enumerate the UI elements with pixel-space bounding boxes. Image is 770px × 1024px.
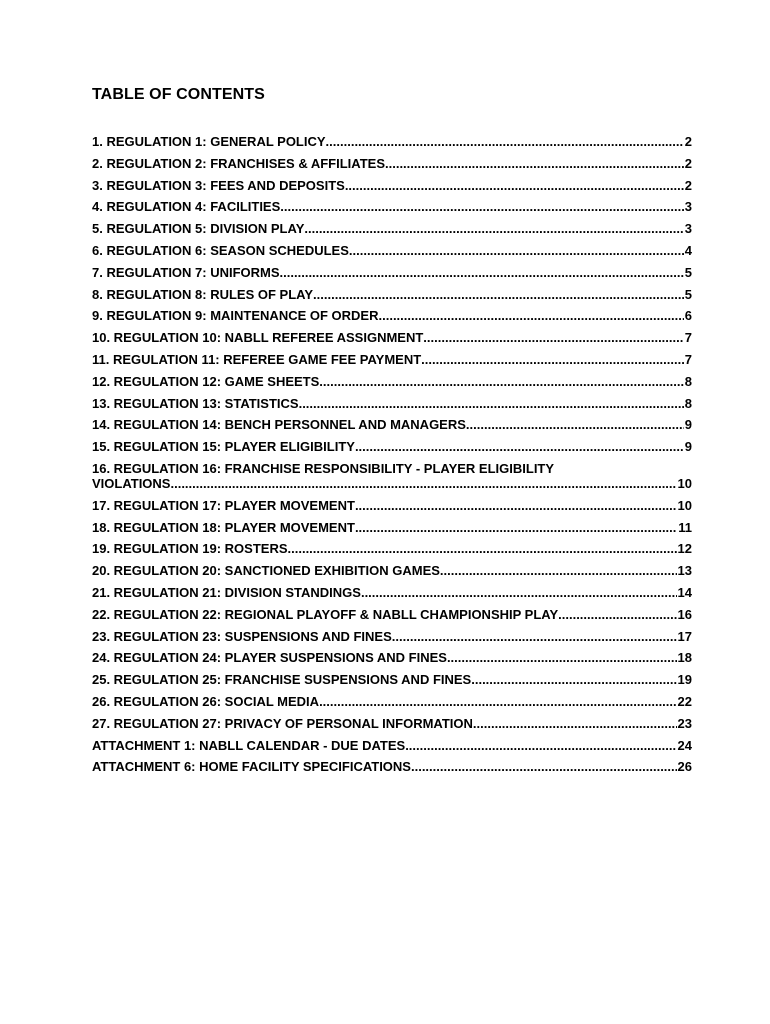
toc-dot-leader: [379, 308, 684, 323]
toc-entry-page-number: 26: [677, 759, 692, 775]
toc-entry-row: [92, 759, 692, 774]
toc-entry[interactable]: [92, 134, 692, 149]
toc-entry-row: [92, 541, 692, 556]
toc-entry[interactable]: [92, 672, 692, 687]
toc-entry-title: 2. REGULATION 2: FRANCHISES & AFFILIATES: [92, 155, 385, 171]
toc-entry[interactable]: [92, 352, 692, 367]
toc-entry-page-number: 11: [678, 519, 692, 535]
toc-dot-leader: [421, 352, 684, 367]
toc-entry[interactable]: [92, 738, 692, 753]
toc-entry-row: [92, 308, 692, 323]
toc-entry-title: 5. REGULATION 5: DIVISION PLAY: [92, 221, 305, 237]
toc-entry-page-number: 18: [677, 650, 692, 666]
toc-entry-row: [92, 498, 692, 513]
toc-entry-page-number: 3: [684, 199, 692, 215]
toc-entry-title: 8. REGULATION 8: RULES OF PLAY: [92, 286, 314, 302]
toc-entry-title: 7. REGULATION 7: UNIFORMS: [92, 264, 280, 280]
toc-entry-row: [92, 199, 692, 214]
toc-entry-title: 3. REGULATION 3: FEES AND DEPOSITS: [92, 177, 345, 193]
toc-entry-page-number: 9: [684, 417, 692, 433]
toc-entry-title: 11. REGULATION 11: REFEREE GAME FEE PAYMENT: [92, 351, 422, 367]
toc-entry-title-line1: 16. REGULATION 16: FRANCHISE RESPONSIBILITY - PLAYER ELIGIBILITY: [92, 460, 555, 476]
toc-entry[interactable]: [92, 156, 692, 171]
toc-dot-leader: [385, 156, 684, 171]
toc-entry[interactable]: [92, 607, 692, 622]
toc-dot-leader: [440, 563, 677, 578]
toc-entry-page-number: 22: [677, 693, 692, 709]
toc-entry-title: 15. REGULATION 15: PLAYER ELIGIBILITY: [92, 439, 355, 455]
toc-entry[interactable]: [92, 563, 692, 578]
toc-dot-leader: [345, 178, 684, 193]
toc-dot-leader: [288, 541, 677, 556]
toc-entry-row: [92, 396, 692, 411]
toc-entry-page-number: 16: [677, 606, 692, 622]
toc-entry-row: [92, 650, 692, 665]
toc-entry-page-number: 10: [677, 497, 692, 513]
toc-dot-leader: [326, 134, 684, 149]
toc-dot-leader: [405, 738, 676, 753]
toc-entry-row: [92, 178, 692, 193]
toc-entry-page-number: 6: [684, 308, 692, 324]
toc-entry-page-number: 7: [684, 330, 692, 346]
toc-list: [92, 134, 692, 774]
toc-entry[interactable]: [92, 374, 692, 389]
toc-entry-title: 26. REGULATION 26: SOCIAL MEDIA: [92, 693, 320, 709]
toc-dot-leader: [423, 330, 683, 345]
toc-entry-title: 14. REGULATION 14: BENCH PERSONNEL AND MANAGERS: [92, 417, 466, 433]
toc-entry-page-number: 2: [684, 155, 692, 171]
toc-entry[interactable]: [92, 759, 692, 774]
toc-entry-title: 6. REGULATION 6: SEASON SCHEDULES: [92, 242, 349, 258]
toc-dot-leader: [473, 716, 677, 731]
toc-dot-leader: [319, 374, 683, 389]
toc-dot-leader: [355, 439, 684, 454]
toc-entry[interactable]: [92, 396, 692, 411]
toc-dot-leader: [349, 243, 684, 258]
toc-entry-row: [92, 563, 692, 578]
toc-dot-leader: [471, 672, 676, 687]
toc-entry[interactable]: [92, 199, 692, 214]
toc-entry-page-number: 8: [684, 373, 692, 389]
toc-entry-page-number: 8: [684, 395, 692, 411]
toc-entry-page-number: 10: [677, 475, 692, 491]
toc-entry[interactable]: [92, 650, 692, 665]
toc-entry-title: 17. REGULATION 17: PLAYER MOVEMENT: [92, 497, 355, 513]
toc-entry-title: 23. REGULATION 23: SUSPENSIONS AND FINES: [92, 628, 392, 644]
toc-entry-row: [92, 330, 692, 345]
toc-dot-leader: [319, 694, 676, 709]
toc-dot-leader: [558, 607, 676, 622]
toc-entry[interactable]: [92, 287, 692, 302]
toc-dot-leader: [170, 476, 676, 491]
toc-entry-page-number: 19: [677, 672, 692, 688]
toc-entry-row: [92, 352, 692, 367]
toc-entry[interactable]: [92, 178, 692, 193]
toc-dot-leader: [299, 396, 684, 411]
toc-entry-title: 25. REGULATION 25: FRANCHISE SUSPENSIONS AND FINES: [92, 672, 472, 688]
toc-entry[interactable]: [92, 585, 692, 600]
toc-entry-row: [92, 672, 692, 687]
toc-entry-page-number: 3: [684, 221, 692, 237]
toc-entry-title: 18. REGULATION 18: PLAYER MOVEMENT: [92, 519, 355, 535]
toc-entry[interactable]: [92, 520, 692, 535]
document-page: [92, 86, 692, 781]
toc-entry-title: 22. REGULATION 22: REGIONAL PLAYOFF & NABLL CHAMPIONSHIP PLAY: [92, 606, 559, 622]
toc-entry-title: 12. REGULATION 12: GAME SHEETS: [92, 373, 320, 389]
toc-entry-title: 9. REGULATION 9: MAINTENANCE OF ORDER: [92, 308, 379, 324]
toc-dot-leader: [361, 585, 677, 600]
toc-entry-title: VIOLATIONS: [92, 475, 171, 491]
toc-entry[interactable]: [92, 541, 692, 556]
toc-entry-title: 20. REGULATION 20: SANCTIONED EXHIBITION GAMES: [92, 563, 440, 579]
toc-entry-page-number: 24: [677, 737, 692, 753]
toc-entry-title: 24. REGULATION 24: PLAYER SUSPENSIONS AND FINES: [92, 650, 447, 666]
toc-entry-row: [92, 716, 692, 731]
toc-title: TABLE OF CONTENTS: [92, 86, 265, 103]
toc-entry-page-number: 2: [684, 177, 692, 193]
toc-entry[interactable]: [92, 265, 692, 280]
toc-dot-leader: [313, 287, 684, 302]
toc-entry-page-number: 2: [684, 134, 692, 149]
toc-entry-page-number: 12: [677, 541, 692, 557]
toc-dot-leader: [447, 650, 677, 665]
toc-entry-row: [92, 287, 692, 302]
toc-entry[interactable]: [92, 243, 692, 258]
toc-entry-row: [92, 243, 692, 258]
toc-entry-title: 1. REGULATION 1: GENERAL POLICY: [92, 134, 326, 149]
toc-entry-title: 13. REGULATION 13: STATISTICS: [92, 395, 299, 411]
toc-entry-page-number: 5: [684, 264, 692, 280]
toc-entry-title: ATTACHMENT 1: NABLL CALENDAR - DUE DATES: [92, 737, 406, 753]
toc-entry[interactable]: [92, 694, 692, 709]
toc-entry-title: 19. REGULATION 19: ROSTERS: [92, 541, 288, 557]
toc-entry-title: ATTACHMENT 6: HOME FACILITY SPECIFICATIONS: [92, 759, 411, 775]
toc-entry-row: [92, 374, 692, 389]
toc-entry-page-number: 13: [677, 563, 692, 579]
toc-entry-row: [92, 694, 692, 709]
toc-entry-row: [92, 417, 692, 432]
toc-dot-leader: [392, 629, 677, 644]
toc-entry-row: [92, 221, 692, 236]
toc-entry-title: 10. REGULATION 10: NABLL REFEREE ASSIGNMENT: [92, 330, 424, 346]
toc-entry-page-number: 9: [684, 439, 692, 455]
toc-entry[interactable]: [92, 417, 692, 432]
toc-entry-page-number: 23: [677, 715, 692, 731]
toc-entry-page-number: 14: [677, 584, 692, 600]
toc-dot-leader: [304, 221, 683, 236]
toc-entry-title: 21. REGULATION 21: DIVISION STANDINGS: [92, 584, 361, 600]
toc-dot-leader: [355, 520, 677, 535]
toc-entry-page-number: 7: [684, 351, 692, 367]
toc-dot-leader: [411, 759, 677, 774]
toc-entry-row: [92, 585, 692, 600]
toc-dot-leader: [280, 199, 683, 214]
toc-entry[interactable]: [92, 716, 692, 731]
toc-entry-row: [92, 607, 692, 622]
toc-dot-leader: [466, 417, 684, 432]
toc-entry-row: [92, 134, 692, 149]
toc-entry[interactable]: [92, 308, 692, 323]
toc-entry-row: [92, 738, 692, 753]
toc-entry-row: [92, 156, 692, 171]
toc-dot-leader: [280, 265, 684, 280]
toc-entry-row: [92, 629, 692, 644]
toc-entry-row: [92, 265, 692, 280]
toc-dot-leader: [355, 498, 677, 513]
toc-entry-page-number: 4: [684, 242, 692, 258]
toc-entry-row: [92, 520, 692, 535]
toc-entry[interactable]: [92, 221, 692, 236]
toc-entry-row: [92, 439, 692, 454]
toc-entry[interactable]: [92, 330, 692, 345]
toc-entry[interactable]: [92, 629, 692, 644]
toc-entry-title: 4. REGULATION 4: FACILITIES: [92, 199, 281, 215]
toc-entry-title: 27. REGULATION 27: PRIVACY OF PERSONAL INFORMATION: [92, 715, 473, 731]
toc-entry-row: [92, 476, 692, 491]
toc-entry[interactable]: [92, 439, 692, 454]
toc-entry[interactable]: [92, 498, 692, 513]
toc-entry-page-number: 5: [684, 286, 692, 302]
toc-entry[interactable]: [92, 461, 692, 491]
toc-entry-page-number: 17: [677, 628, 692, 644]
